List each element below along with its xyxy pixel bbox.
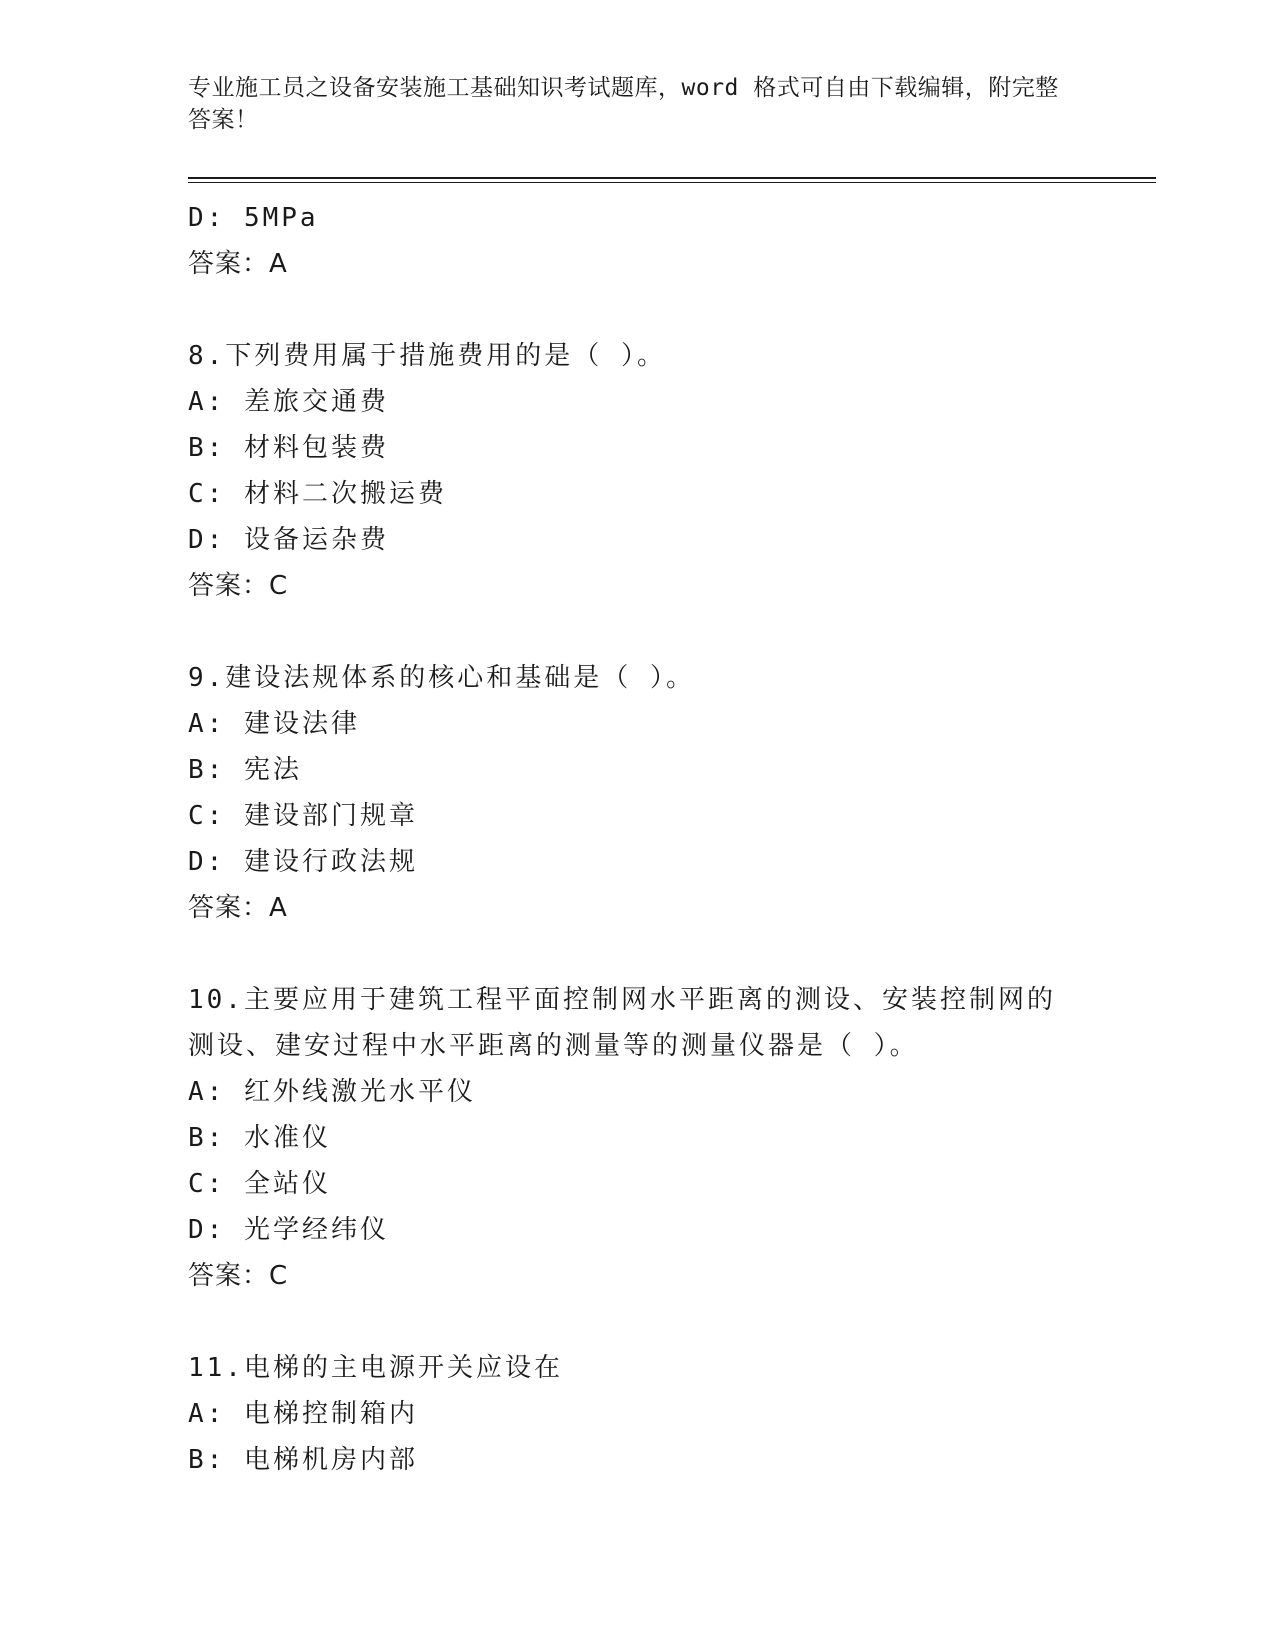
- option-d: D: 设备运杂费: [188, 525, 389, 555]
- spacer: [188, 287, 1088, 333]
- answer-line: 答案：C: [188, 1261, 289, 1291]
- option-a: A: 差旅交通费: [188, 387, 389, 417]
- option-c: C: 材料二次搬运费: [188, 479, 447, 509]
- spacer: [188, 609, 1088, 655]
- question-stem: 11.电梯的主电源开关应设在: [188, 1353, 563, 1383]
- option-d: D: 光学经纬仪: [188, 1215, 389, 1245]
- answer-line: 答案：A: [188, 893, 288, 923]
- answer-line: 答案：C: [188, 571, 289, 601]
- option-b: B: 电梯机房内部: [188, 1445, 418, 1475]
- option-a: A: 红外线激光水平仪: [188, 1077, 476, 1107]
- spacer: [188, 1299, 1088, 1345]
- header-divider-thick: [188, 177, 1156, 179]
- option-a: A: 建设法律: [188, 709, 360, 739]
- option-c: C: 全站仪: [188, 1169, 331, 1199]
- question-stem: 10.主要应用于建筑工程平面控制网水平距离的测设、安装控制网的测设、建安过程中水平距离的测量等的测量仪器是（ ）。: [188, 985, 1056, 1061]
- option-d: D: 建设行政法规: [188, 847, 418, 877]
- option-b: B: 宪法: [188, 755, 302, 785]
- option-a: A: 电梯控制箱内: [188, 1399, 418, 1429]
- header-divider-thin: [188, 182, 1156, 183]
- document-header: 专业施工员之设备安装施工基础知识考试题库，word 格式可自由下载编辑，附完整答案！: [188, 75, 1059, 133]
- option-d: D: 5MPa: [188, 203, 319, 233]
- question-stem: 8.下列费用属于措施费用的是（ ）。: [188, 341, 666, 371]
- option-b: B: 水准仪: [188, 1123, 331, 1153]
- option-c: C: 建设部门规章: [188, 801, 418, 831]
- option-b: B: 材料包装费: [188, 433, 389, 463]
- question-list: [188, 195, 1088, 1483]
- spacer: [188, 931, 1088, 977]
- answer-line: 答案：A: [188, 249, 288, 279]
- question-stem: 9.建设法规体系的核心和基础是（ ）。: [188, 663, 695, 693]
